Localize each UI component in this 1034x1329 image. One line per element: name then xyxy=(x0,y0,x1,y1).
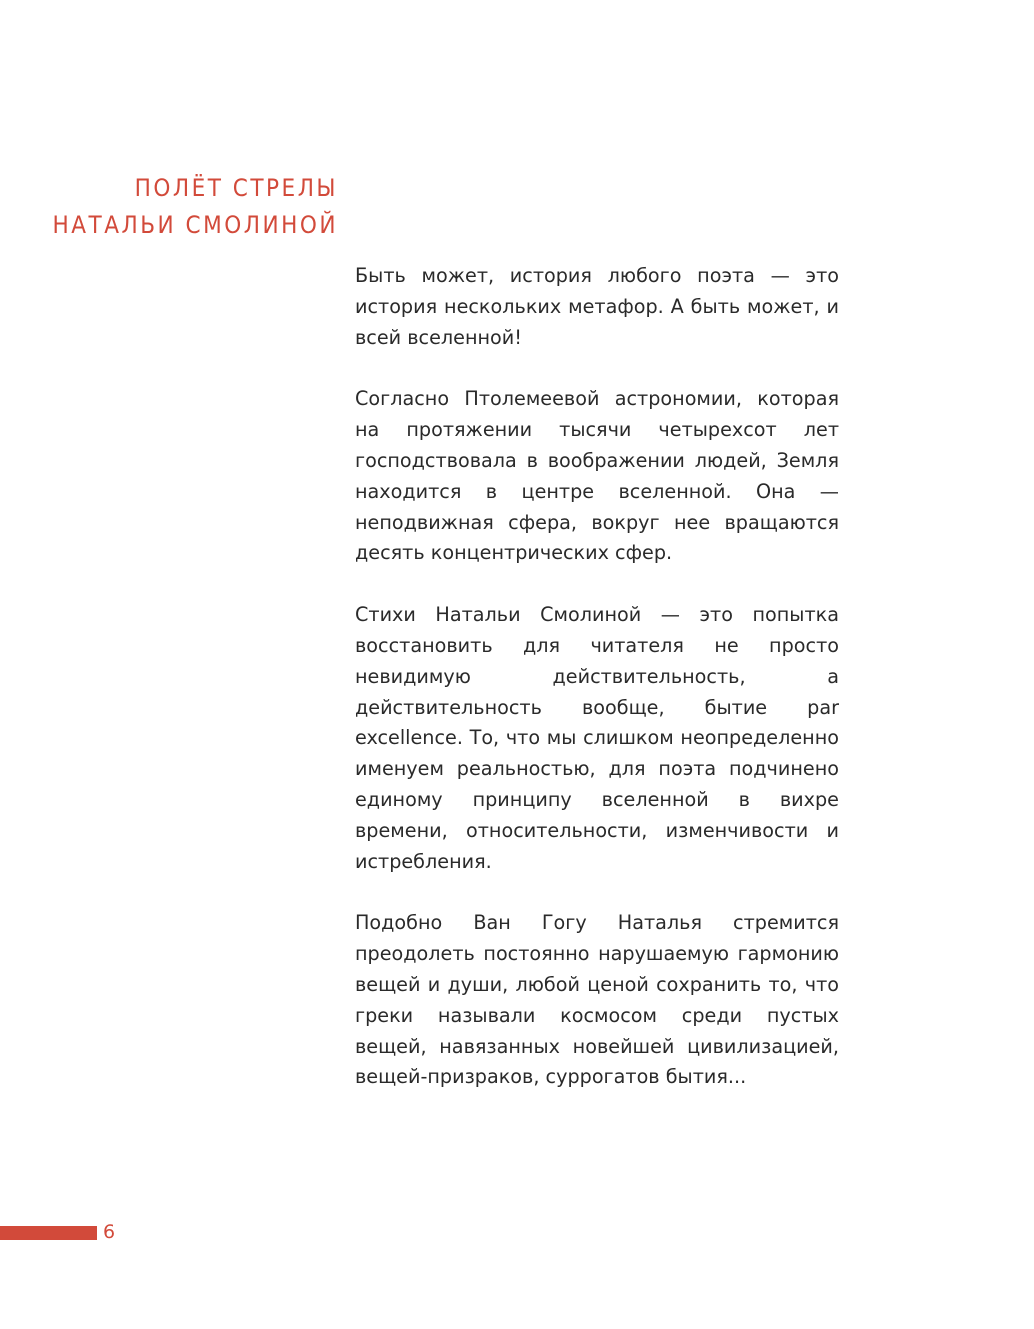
folio-bar xyxy=(0,1226,97,1240)
paragraph-4: Подобно Ван Гогу Наталья стремится преодолеть постоянно нарушаемую гармонию вещей и души, любой ценой сохранить то, что греки называли космосом среди пустых вещей, навязанных новейшей цивилизацией, вещей-призраков, суррогатов бытия... xyxy=(355,911,839,1089)
page-number: 6 xyxy=(103,1221,116,1243)
chapter-title xyxy=(53,170,339,244)
paragraph-3: Стихи Натальи Смолиной — это попытка восстановить для читателя не просто невидимую действительность, а действительность вообще, бытие par excellence. То, что мы слишком неопределенно именуем реальностью, для поэта подчинено единому принципу вселенной в вихре времени, относительности, изменчивости и истребления. xyxy=(355,603,839,873)
chapter-title-line-1: ПОЛЁТ СТРЕЛЫ xyxy=(134,174,338,202)
chapter-title-line-2: НАТАЛЬИ СМОЛИНОЙ xyxy=(52,211,338,239)
body-text xyxy=(355,261,839,1124)
paragraph-2: Согласно Птолемеевой астрономии, которая на протяжении тысячи четырехсот лет господствовала в воображении людей, Земля находится в центре вселенной. Она — неподвижная сфера, вокруг нее вращаются десять концентрических сфер. xyxy=(355,387,839,565)
paragraph-1: Быть может, история любого поэта — это история нескольких метафор. А быть может, и всей вселенной! xyxy=(355,264,839,349)
